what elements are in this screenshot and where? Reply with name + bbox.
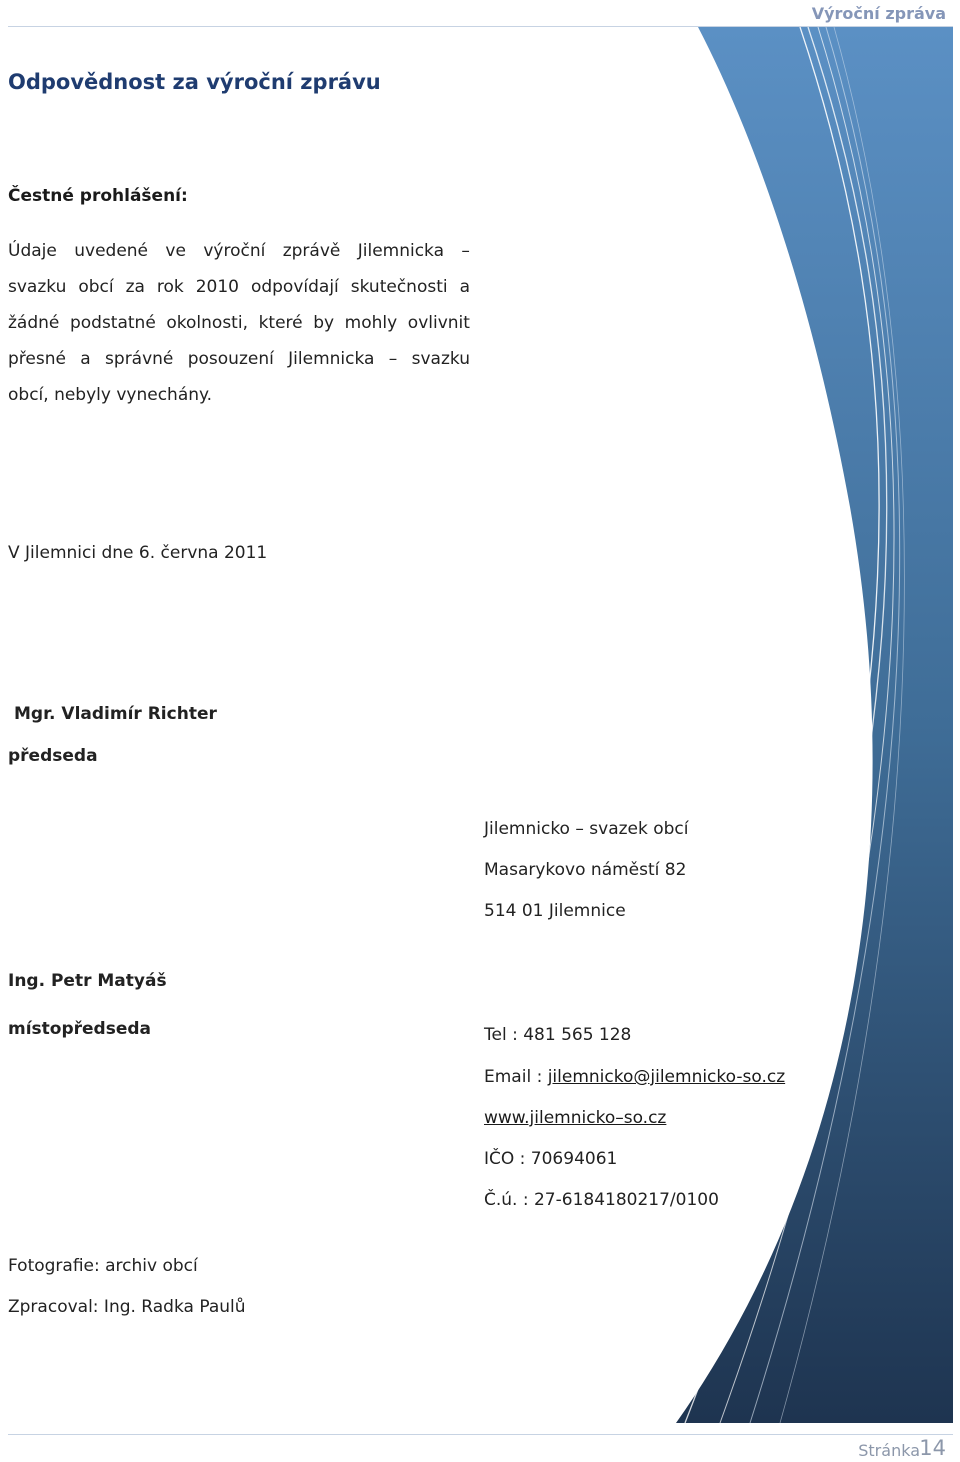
declaration-word: žádné bbox=[8, 313, 60, 333]
contact-org: Jilemnicko – svazek obcí bbox=[484, 819, 689, 839]
declaration-word: obcí, bbox=[8, 385, 55, 405]
declaration-line bbox=[8, 238, 470, 274]
decorative-blue-panel bbox=[650, 27, 954, 1423]
declaration-word: nebyly bbox=[54, 385, 117, 405]
chairman-name: Mgr. Vladimír Richter bbox=[14, 704, 217, 724]
declaration-word: – bbox=[388, 349, 398, 369]
declaration-word: obcí bbox=[78, 277, 114, 297]
declaration-word: ve bbox=[165, 241, 186, 261]
declaration-word: by bbox=[313, 313, 335, 333]
email-label: Email : bbox=[484, 1067, 548, 1087]
contact-account: Č.ú. : 27-6184180217/0100 bbox=[484, 1190, 719, 1210]
declaration-word: které bbox=[258, 313, 303, 333]
website-link[interactable]: www.jilemnicko–so.cz bbox=[484, 1108, 667, 1128]
prepared-by: Zpracoval: Ing. Radka Paulů bbox=[8, 1297, 246, 1317]
vice-chairman-name: Ing. Petr Matyáš bbox=[8, 971, 167, 991]
contact-city: 514 01 Jilemnice bbox=[484, 901, 626, 921]
declaration-word: rok bbox=[156, 277, 184, 297]
declaration-word: podstatné bbox=[69, 313, 156, 333]
running-header-title: Výroční zpráva bbox=[811, 4, 946, 23]
declaration-word: uvedené bbox=[74, 241, 149, 261]
declaration-word: zprávě bbox=[282, 241, 341, 261]
panel-shape bbox=[676, 27, 953, 1423]
contact-email-row bbox=[484, 1067, 785, 1087]
vice-chairman-role: místopředseda bbox=[8, 1019, 152, 1039]
declaration-paragraph bbox=[8, 238, 470, 418]
declaration-word: – bbox=[461, 241, 470, 261]
declaration-word: svazku bbox=[8, 277, 67, 297]
contact-ico: IČO : 70694061 bbox=[484, 1149, 618, 1169]
declaration-word: Údaje bbox=[8, 241, 57, 261]
declaration-word: výroční bbox=[203, 241, 266, 261]
declaration-word: správné bbox=[105, 349, 174, 369]
page-label: Stránka bbox=[858, 1441, 920, 1460]
declaration-word: posouzení bbox=[187, 349, 274, 369]
declaration-line bbox=[8, 346, 470, 382]
photos-credit: Fotografie: archiv obcí bbox=[8, 1256, 198, 1276]
declaration-word: přesné bbox=[8, 349, 66, 369]
chairman-role: předseda bbox=[8, 746, 98, 766]
declaration-word: za bbox=[125, 277, 145, 297]
place-date: V Jilemnici dne 6. června 2011 bbox=[8, 543, 268, 563]
declaration-word: okolnosti, bbox=[166, 313, 248, 333]
declaration-word: skutečnosti bbox=[350, 277, 448, 297]
page-number: 14 bbox=[919, 1436, 946, 1460]
declaration-heading: Čestné prohlášení: bbox=[8, 186, 188, 206]
email-link[interactable]: jilemnicko@jilemnicko-so.cz bbox=[547, 1067, 786, 1087]
declaration-word: mohly bbox=[344, 313, 398, 333]
page-heading: Odpovědnost za výroční zprávu bbox=[8, 70, 381, 94]
declaration-word: a bbox=[459, 277, 470, 297]
declaration-line bbox=[8, 382, 470, 418]
declaration-word: 2010 bbox=[195, 277, 239, 297]
declaration-word: odpovídají bbox=[250, 277, 339, 297]
declaration-word: Jilemnicka bbox=[357, 241, 445, 261]
declaration-word: Jilemnicka bbox=[288, 349, 375, 369]
declaration-word: ovlivnit bbox=[407, 313, 470, 333]
declaration-word: a bbox=[80, 349, 91, 369]
contact-tel: Tel : 481 565 128 bbox=[484, 1025, 632, 1045]
declaration-line bbox=[8, 274, 470, 310]
declaration-line bbox=[8, 310, 470, 346]
contact-street: Masarykovo náměstí 82 bbox=[484, 860, 687, 880]
declaration-word: vynechány. bbox=[116, 385, 213, 405]
declaration-word: svazku bbox=[411, 349, 470, 369]
footer-rule bbox=[8, 1434, 953, 1435]
